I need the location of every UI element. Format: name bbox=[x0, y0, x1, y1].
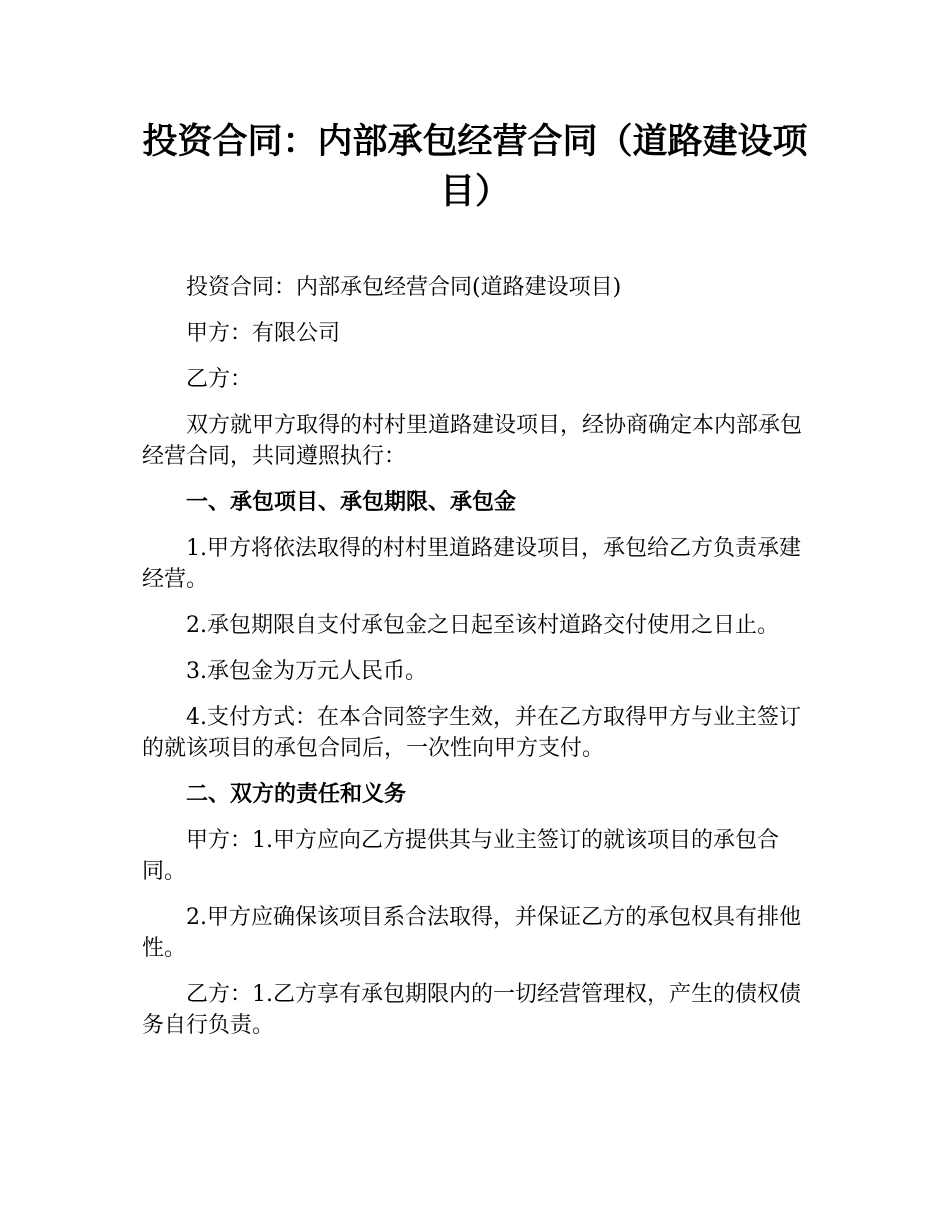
document-page bbox=[142, 117, 808, 1056]
clause-1-1: 1.甲方将依法取得的村村里道路建设项目，承包给乙方负责承建经营。 bbox=[142, 536, 801, 592]
clause-1-3: 3.承包金为万元人民币。 bbox=[186, 659, 427, 684]
clause-2-party-a-1: 甲方：1.甲方应向乙方提供其与业主签订的就该项目的承包合同。 bbox=[142, 828, 779, 884]
document-title: 投资合同：内部承包经营合同（道路建设项目） bbox=[142, 122, 808, 212]
clause-2-party-b-1: 乙方：1.乙方享有承包期限内的一切经营管理权，产生的债权债务自行负责。 bbox=[142, 982, 801, 1038]
clause-1-4: 4.支付方式：在本合同签字生效，并在乙方取得甲方与业主签订的就该项目的承包合同后，一次性向甲方支付。 bbox=[142, 705, 801, 761]
paragraph-subtitle: 投资合同：内部承包经营合同(道路建设项目) bbox=[186, 275, 622, 300]
paragraph-party-b: 乙方： bbox=[186, 367, 253, 392]
clause-2-party-a-2: 2.甲方应确保该项目系合法取得，并保证乙方的承包权具有排他性。 bbox=[142, 905, 801, 961]
section-heading-1: 一、承包项目、承包期限、承包金 bbox=[186, 490, 517, 515]
section-heading-2: 二、双方的责任和义务 bbox=[186, 782, 407, 807]
paragraph-party-a: 甲方：有限公司 bbox=[186, 321, 341, 346]
clause-1-2: 2.承包期限自支付承包金之日起至该村道路交付使用之日止。 bbox=[186, 613, 779, 638]
document-body bbox=[142, 272, 808, 1041]
paragraph-preamble: 双方就甲方取得的村村里道路建设项目，经协商确定本内部承包经营合同，共同遵照执行： bbox=[142, 413, 803, 469]
